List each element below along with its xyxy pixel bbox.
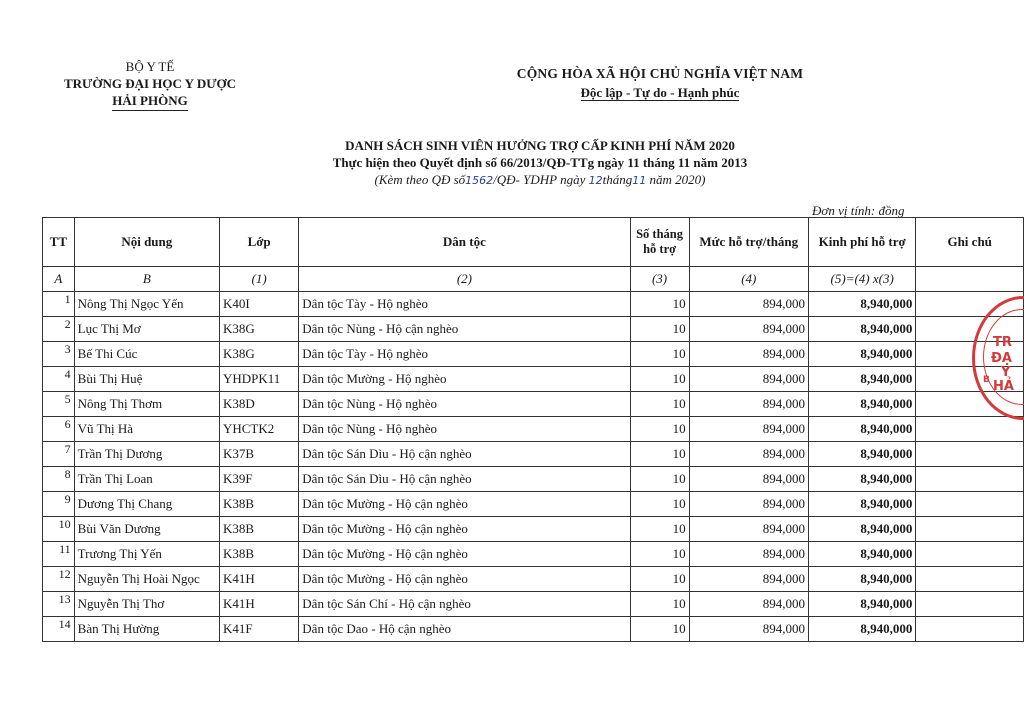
header-ethnic: Dân tộc: [299, 218, 630, 267]
column-code-row: [43, 267, 1024, 292]
code-name: B: [74, 267, 219, 292]
cell-rate: 894,000: [689, 392, 808, 417]
cell-class: K37B: [219, 442, 298, 467]
cell-tt: 12: [43, 567, 75, 592]
table-row: [43, 492, 1024, 517]
cell-total: 8,940,000: [808, 542, 915, 567]
table-row: [43, 517, 1024, 542]
table-row: [43, 617, 1024, 642]
decision-number-handwritten: 1562: [465, 174, 494, 187]
cell-name: Trần Thị Dương: [74, 442, 219, 467]
decision-day-handwritten: 12: [588, 174, 603, 187]
cell-total: 8,940,000: [808, 567, 915, 592]
currency-unit-label: Đơn vị tính: đồng: [812, 203, 905, 218]
cell-months: 10: [630, 542, 689, 567]
ministry-name: BỘ Y TẾ: [125, 59, 175, 74]
cell-months: 10: [630, 292, 689, 317]
cell-rate: 894,000: [689, 617, 808, 642]
cell-name: Trần Thị Loan: [74, 467, 219, 492]
table-header-row: [43, 218, 1024, 267]
cell-name: Bế Thi Cúc: [74, 342, 219, 367]
cell-ethnic: Dân tộc Tày - Hộ nghèo: [299, 342, 630, 367]
cell-rate: 894,000: [689, 542, 808, 567]
cell-ethnic: Dân tộc Tày - Hộ nghèo: [299, 292, 630, 317]
cell-name: Bùi Văn Dương: [74, 517, 219, 542]
header-tt: TT: [43, 218, 75, 267]
cell-total: 8,940,000: [808, 317, 915, 342]
national-motto: Độc lập - Tự do - Hạnh phúc: [580, 85, 740, 100]
table-row: [43, 342, 1024, 367]
cell-ethnic: Dân tộc Nùng - Hộ nghèo: [299, 417, 630, 442]
cell-name: Bàn Thị Hường: [74, 617, 219, 642]
cell-note: [916, 492, 1024, 517]
cell-note: [916, 617, 1024, 642]
cell-ethnic: Dân tộc Sán Dìu - Hộ cận nghèo: [299, 467, 630, 492]
cell-class: K38D: [219, 392, 298, 417]
cell-total: 8,940,000: [808, 292, 915, 317]
cell-total: 8,940,000: [808, 517, 915, 542]
decision-month-handwritten: 11: [632, 174, 647, 187]
cell-name: Nguyễn Thị Hoài Ngọc: [74, 567, 219, 592]
cell-note: [916, 442, 1024, 467]
cell-total: 8,940,000: [808, 467, 915, 492]
cell-rate: 894,000: [689, 517, 808, 542]
cell-name: Bùi Thị Huệ: [74, 367, 219, 392]
code-total: (5)=(4) x(3): [808, 267, 915, 292]
cell-rate: 894,000: [689, 592, 808, 617]
table-row: [43, 442, 1024, 467]
header-class: Lớp: [219, 218, 298, 267]
cell-rate: 894,000: [689, 417, 808, 442]
cell-ethnic: Dân tộc Nùng - Hộ cận nghèo: [299, 317, 630, 342]
title-line3: [290, 171, 790, 189]
cell-name: Nông Thị Thơm: [74, 392, 219, 417]
national-header: [480, 64, 840, 102]
cell-rate: 894,000: [689, 317, 808, 342]
cell-total: 8,940,000: [808, 342, 915, 367]
title-line3-mid: /QĐ- YDHP ngày: [493, 172, 586, 187]
cell-total: 8,940,000: [808, 492, 915, 517]
cell-tt: 4: [43, 367, 75, 392]
cell-class: K38B: [219, 517, 298, 542]
issuer-header: [60, 58, 240, 111]
cell-ethnic: Dân tộc Sán Dìu - Hộ cận nghèo: [299, 442, 630, 467]
cell-note: [916, 567, 1024, 592]
cell-total: 8,940,000: [808, 442, 915, 467]
cell-class: YHCTK2: [219, 417, 298, 442]
cell-name: Nguyễn Thị Thơ: [74, 592, 219, 617]
cell-name: Nông Thị Ngọc Yến: [74, 292, 219, 317]
cell-total: 8,940,000: [808, 392, 915, 417]
cell-rate: 894,000: [689, 367, 808, 392]
header-name: Nội dung: [74, 218, 219, 267]
cell-total: 8,940,000: [808, 367, 915, 392]
cell-tt: 9: [43, 492, 75, 517]
cell-class: K41F: [219, 617, 298, 642]
table-row: [43, 392, 1024, 417]
cell-ethnic: Dân tộc Dao - Hộ cận nghèo: [299, 617, 630, 642]
cell-rate: 894,000: [689, 342, 808, 367]
cell-months: 10: [630, 517, 689, 542]
cell-months: 10: [630, 592, 689, 617]
cell-note: [916, 592, 1024, 617]
cell-months: 10: [630, 442, 689, 467]
cell-ethnic: Dân tộc Sán Chí - Hộ cận nghèo: [299, 592, 630, 617]
cell-tt: 6: [43, 417, 75, 442]
cell-tt: 3: [43, 342, 75, 367]
cell-class: K41H: [219, 567, 298, 592]
cell-rate: 894,000: [689, 467, 808, 492]
title-line3-suffix: năm 2020): [649, 172, 706, 187]
table-row: [43, 542, 1024, 567]
code-ethnic: (2): [299, 267, 630, 292]
title-line1: DANH SÁCH SINH VIÊN HƯỞNG TRỢ CẤP KINH PHÍ NĂM 2020: [345, 138, 735, 153]
header-note: Ghi chú: [916, 218, 1024, 267]
cell-months: 10: [630, 392, 689, 417]
table-row: [43, 417, 1024, 442]
cell-name: Lục Thị Mơ: [74, 317, 219, 342]
header-rate: Mức hỗ trợ/tháng: [689, 218, 808, 267]
cell-tt: 2: [43, 317, 75, 342]
cell-rate: 894,000: [689, 567, 808, 592]
cell-tt: 5: [43, 392, 75, 417]
cell-note: [916, 417, 1024, 442]
cell-months: 10: [630, 567, 689, 592]
title-line3-month-label: tháng: [602, 172, 633, 187]
cell-tt: 14: [43, 617, 75, 642]
school-name-line1: TRƯỜNG ĐẠI HỌC Y DƯỢC: [63, 76, 237, 91]
cell-name: Trương Thị Yến: [74, 542, 219, 567]
cell-note: [916, 542, 1024, 567]
cell-tt: 7: [43, 442, 75, 467]
cell-ethnic: Dân tộc Mường - Hộ cận nghèo: [299, 542, 630, 567]
subsidy-table: [42, 217, 1024, 642]
cell-name: Vũ Thị Hà: [74, 417, 219, 442]
cell-ethnic: Dân tộc Mường - Hộ cận nghèo: [299, 567, 630, 592]
cell-months: 10: [630, 617, 689, 642]
cell-class: K38G: [219, 342, 298, 367]
cell-months: 10: [630, 417, 689, 442]
cell-months: 10: [630, 492, 689, 517]
document-title: [290, 137, 790, 189]
cell-class: K38G: [219, 317, 298, 342]
code-rate: (4): [689, 267, 808, 292]
cell-class: K38B: [219, 542, 298, 567]
cell-months: 10: [630, 367, 689, 392]
cell-note: [916, 517, 1024, 542]
cell-ethnic: Dân tộc Mường - Hộ cận nghèo: [299, 517, 630, 542]
cell-tt: 8: [43, 467, 75, 492]
cell-ethnic: Dân tộc Nùng - Hộ nghèo: [299, 392, 630, 417]
cell-ethnic: Dân tộc Mường - Hộ nghèo: [299, 367, 630, 392]
cell-months: 10: [630, 317, 689, 342]
seal-side-letter: B: [983, 375, 990, 385]
cell-total: 8,940,000: [808, 417, 915, 442]
cell-months: 10: [630, 467, 689, 492]
title-line2: Thực hiện theo Quyết định số 66/2013/QĐ-TTg ngày 11 tháng 11 năm 2013: [332, 155, 748, 170]
table-row: [43, 292, 1024, 317]
cell-rate: 894,000: [689, 492, 808, 517]
cell-class: YHDPK11: [219, 367, 298, 392]
cell-total: 8,940,000: [808, 592, 915, 617]
code-class: (1): [219, 267, 298, 292]
table-row: [43, 592, 1024, 617]
cell-ethnic: Dân tộc Mường - Hộ cận nghèo: [299, 492, 630, 517]
seal-text-4: HẢ: [993, 379, 1014, 394]
cell-class: K41H: [219, 592, 298, 617]
cell-name: Dương Thị Chang: [74, 492, 219, 517]
code-note: [916, 267, 1024, 292]
cell-total: 8,940,000: [808, 617, 915, 642]
table-row: [43, 567, 1024, 592]
seal-text-1: TR: [993, 335, 1012, 350]
cell-tt: 1: [43, 292, 75, 317]
title-line3-prefix: (Kèm theo QĐ số: [374, 172, 466, 187]
cell-months: 10: [630, 342, 689, 367]
cell-tt: 13: [43, 592, 75, 617]
cell-class: K38B: [219, 492, 298, 517]
cell-tt: 10: [43, 517, 75, 542]
code-months: (3): [630, 267, 689, 292]
cell-rate: 894,000: [689, 442, 808, 467]
header-months: Số tháng hỗ trợ: [630, 218, 689, 267]
table-row: [43, 467, 1024, 492]
seal-text-3: Y: [1001, 365, 1011, 380]
cell-class: K40I: [219, 292, 298, 317]
cell-rate: 894,000: [689, 292, 808, 317]
table-row: [43, 367, 1024, 392]
republic-name: CỘNG HÒA XÃ HỘI CHỦ NGHĨA VIỆT NAM: [516, 66, 804, 81]
school-name-line2: HẢI PHÒNG: [112, 92, 187, 111]
table-row: [43, 317, 1024, 342]
header-total: Kinh phí hỗ trợ: [808, 218, 915, 267]
cell-note: [916, 467, 1024, 492]
cell-tt: 11: [43, 542, 75, 567]
cell-class: K39F: [219, 467, 298, 492]
code-tt: A: [43, 267, 75, 292]
seal-text-2: ĐẠ: [991, 351, 1012, 366]
